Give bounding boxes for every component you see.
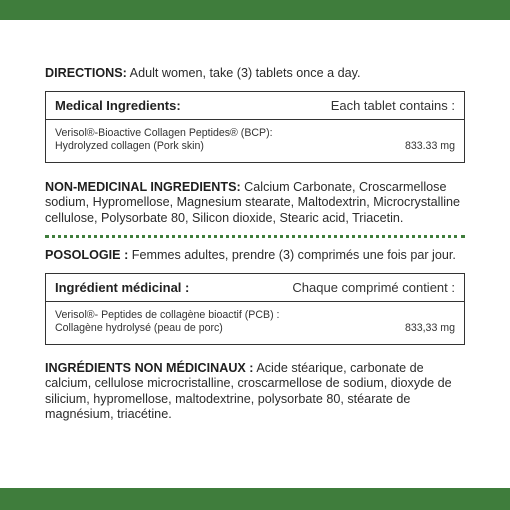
ingredient-amount: 833.33 mg [404,140,455,152]
label-content [45,66,465,423]
ingredient-fr-line-1: Verisol®- Peptides de collagène bioactif (PCB) : [55,308,280,321]
top-green-bar [0,0,510,20]
directions-text: Adult women, take (3) tablets once a day. [126,66,361,80]
ingredient-medicinal-table [45,273,465,345]
ingredient-medicinal-header [46,274,464,302]
medical-ingredients-body [46,120,464,162]
ingredient-row [55,140,455,154]
posologie [45,248,465,264]
ingredient-fr-line-2: Collagène hydrolysé (peau de porc) [55,322,223,334]
non-medicinaux-text: Acide stéarique, carbonate de calcium, cellulose microcristalline, croscarmellose de sodium, dioxyde de silicium, hypromellose, maltodextrine, polysorbate 80, stéarate de magnésium, triacétine. [45,360,452,421]
ingredient-line-2: Hydrolyzed collagen (Pork skin) [55,140,204,152]
directions-label: DIRECTIONS: [45,66,127,80]
posologie-label: POSOLOGIE : [45,248,129,262]
each-tablet-contains: Each tablet contains : [330,97,455,113]
ingredient-line-1: Verisol®-Bioactive Collagen Peptides® (BCP): [55,126,273,139]
ingredient-fr-row [55,322,455,336]
posologie-text: Femmes adultes, prendre (3) comprimés une fois par jour. [128,248,456,262]
ingredient-fr-amount: 833,33 mg [404,322,455,334]
ingredient-medicinal-title: Ingrédient médicinal : [55,279,190,295]
bottom-green-bar [0,488,510,510]
non-medicinal-text: Calcium Carbonate, Croscarmellose sodium, Hypromellose, Magnesium stearate, Maltodextrin, Microcrystalline cellulose, Polysorbate 80, Silicon dioxide, Stearic acid, Triacetin. [45,179,461,225]
medical-ingredients-table [45,91,465,163]
dotted-divider [45,235,465,238]
non-medicinal-label: NON-MEDICINAL INGREDIENTS: [45,179,241,194]
ingredients-non-medicinaux [45,361,465,423]
ingredient-medicinal-body [46,302,464,344]
non-medicinal-ingredients [45,180,465,227]
medical-ingredients-title: Medical Ingredients: [55,97,181,113]
chaque-comprime-contient: Chaque comprimé contient : [292,279,455,295]
medical-ingredients-header [46,92,464,120]
non-medicinaux-label: INGRÉDIENTS NON MÉDICINAUX : [45,360,254,375]
directions [45,66,465,82]
